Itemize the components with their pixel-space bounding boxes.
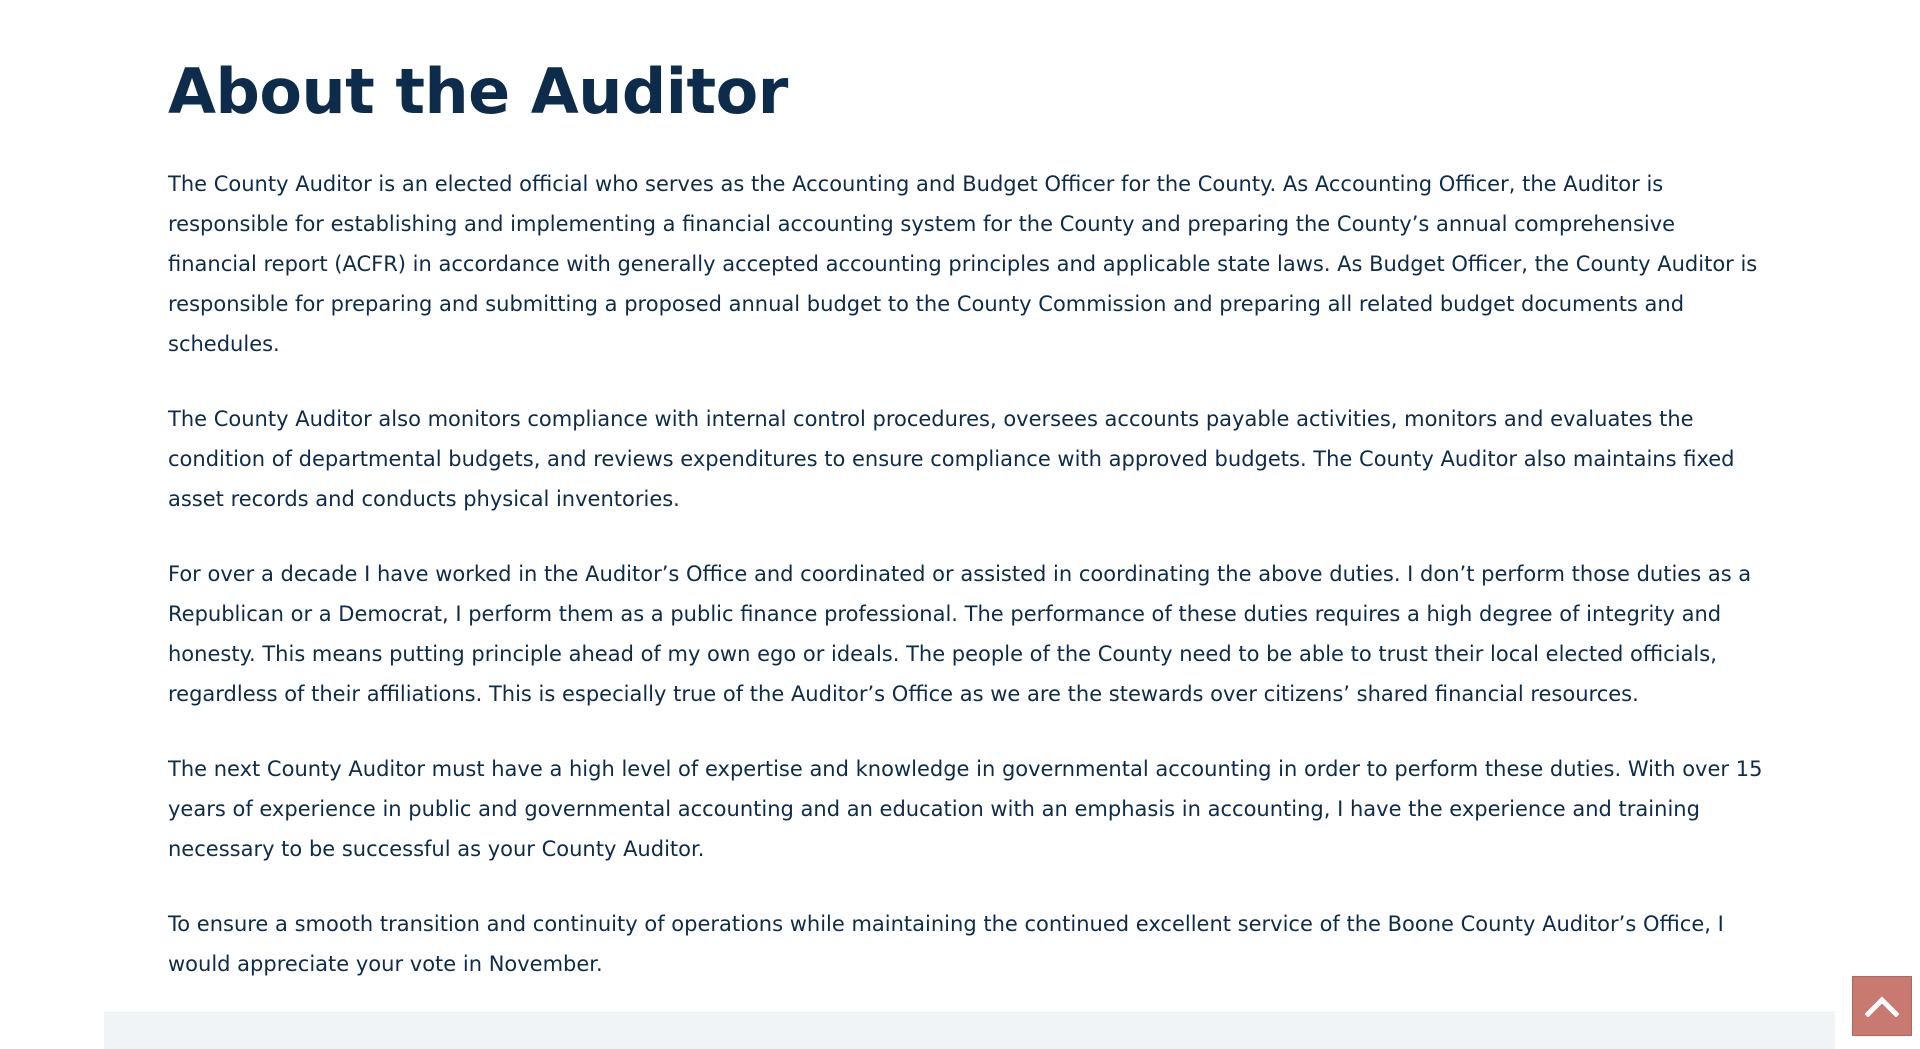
body-text	[168, 164, 1768, 1019]
page-title: About the Auditor	[168, 55, 788, 128]
paragraph-experience: For over a decade I have worked in the Auditor’s Office and coordinated or assisted in coordinating the above duties. I don’t perform those duties as a Republican or a Democrat, I perform them as a public finance professional. The performance of these duties requires a high degree of integrity and honesty. This means putting principle ahead of my own ego or ideals. The people of the County need to be able to trust their local elected officials, regardless of their affiliations. This is especially true of the Auditor’s Office as we are the stewards over citizens’ shared financial resources.	[168, 562, 1752, 706]
paragraph-vote-appeal: To ensure a smooth transition and continuity of operations while maintaining the continued excellent service of the Boone County Auditor’s Office, I would appreciate your vote in November.	[168, 912, 1724, 976]
footer-band	[104, 1011, 1835, 1049]
paragraph-compliance-duties: The County Auditor also monitors compliance with internal control procedures, oversees accounts payable activities, monitors and evaluates the condition of departmental budgets, and reviews expenditures to ensure compliance with approved budgets. The County Auditor also maintains fixed asset records and conducts physical inventories.	[168, 407, 1735, 511]
chevron-up-icon	[1865, 995, 1899, 1017]
paragraph-auditor-role: The County Auditor is an elected official who serves as the Accounting and Budget Officer for the County. As Accounting Officer, the Auditor is responsible for establishing and implementing a financial accounting system for the County and preparing the County’s annual comprehensive financial report (ACFR) in accordance with generally accepted accounting principles and applicable state laws. As Budget Officer, the County Auditor is responsible for preparing and submitting a proposed annual budget to the County Commission and preparing all related budget documents and schedules.	[168, 172, 1758, 356]
paragraph-qualifications: The next County Auditor must have a high level of expertise and knowledge in governmental accounting in order to perform these duties. With over 15 years of experience in public and governmental accounting and an education with an emphasis in accounting, I have the experience and training necessary to be successful as your County Auditor.	[168, 757, 1763, 861]
back-to-top-button[interactable]	[1852, 976, 1912, 1036]
